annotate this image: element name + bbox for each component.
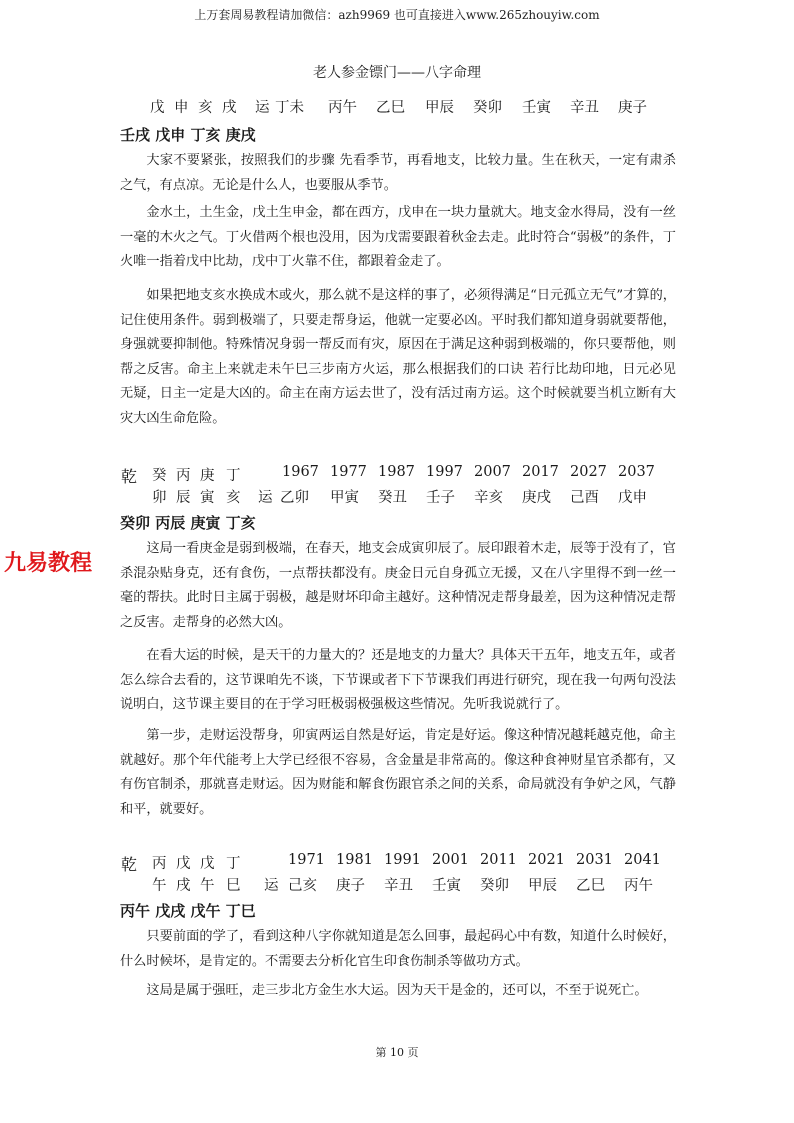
year: 2031 [576, 852, 613, 868]
luck-pillar: 甲辰 [425, 100, 454, 116]
paragraph: 大家不要紧张，按照我们的步骤 先看季节，再看地支，比较力量。生在秋天，一定有肃杀之气，有点凉。无论是什么人，也要服从季节。 [120, 153, 676, 193]
paragraph: 这局是属于强旺，走三步北方金生水大运。因为天干是金的，还可以，不至于说死亡。 [146, 983, 648, 998]
branch: 辰 [176, 490, 191, 506]
year: 2017 [522, 464, 559, 480]
luck-pillar: 壬寅 [432, 878, 461, 894]
branch: 午 [200, 878, 215, 894]
stem: 戊 [176, 856, 191, 872]
luck-pillar: 壬寅 [522, 100, 551, 116]
branch: 戌 [176, 878, 191, 894]
luck-pillar: 己酉 [570, 490, 599, 506]
branch: 亥 [226, 490, 241, 506]
paragraph: 这局一看庚金是弱到极端，在春天，地支会成寅卯辰了。辰印跟着木走，辰等于没有了，官杀混杂贴身克，还有食伤，一点帮扶都没有。庚金日元自身孤立无援，又在八字里得不到一丝一毫的帮扶。此时日主属于弱极，越是财坏印命主越好。这种情况走帮身最差，因为这种情况走帮之反害。走帮身的必然大凶。 [120, 541, 676, 630]
paragraph: 只要前面的学了，看到这种八字你就知道是怎么回事，最起码心中有数，知道什么时候好，什么时候坏，是肯定的。不需要去分析化官生印食伤制杀等做功方式。 [120, 929, 676, 969]
year: 2001 [432, 852, 469, 868]
paragraph: 第一步，走财运没帮身，卯寅两运自然是好运，肯定是好运。像这种情况越耗越克他，命主就越好。那个年代能考上大学已经很不容易，含金量是非常高的。像这种食神财星官杀都有，又有伤官制杀，那就喜走财运。因为财能和解食伤跟官杀之间的关系，命局就没有争妒之风，气静和平，就要好。 [120, 728, 676, 817]
luck-pillar: 乙卯 [280, 490, 309, 506]
luck-pillar: 丁未 [275, 100, 304, 116]
page-header: 上万套周易教程请加微信：azh9969 也可直接进入www.265zhouyiw.com [194, 8, 600, 22]
luck-pillar: 乙巳 [576, 878, 605, 894]
year: 2027 [570, 464, 607, 480]
luck-pillar: 庚子 [618, 100, 647, 116]
stem: 戊 [200, 856, 215, 872]
luck-pillar: 甲寅 [330, 490, 359, 506]
luck-pillar: 辛亥 [474, 490, 503, 506]
luck-pillar: 庚子 [336, 878, 365, 894]
pillar: 戊 [150, 100, 165, 116]
year: 1987 [378, 464, 415, 480]
year: 1967 [282, 464, 319, 480]
paragraph: 在看大运的时候，是天干的力量大的？还是地支的力量大？具体天干五年，地支五年，或者怎么综合去看的，这节课咱先不谈，下节课或者下下节课我们再进行研究，现在我一句两句没法说明白，这节课主要目的在于学习旺极弱极强极这些情况。先听我说就行了。 [120, 648, 676, 713]
luck-pillar: 辛丑 [384, 878, 413, 894]
paragraph: 金水土，土生金，戊土生申金，都在西方，戊申在一块力量就大。地支金水得局，没有一丝一毫的木火之气。丁火借两个根也没用，因为戊需要跟着秋金去走。此时符合“弱极”的条件，丁火唯一指着戊中比劫，戊中丁火靠不住，都跟着金走了。 [120, 205, 676, 270]
bazi-summary: 癸卯 丙辰 庚寅 丁亥 [120, 514, 256, 532]
pillar: 戌 [222, 100, 237, 116]
qian-label: 乾 [121, 855, 138, 874]
yun-label: 运 [255, 100, 270, 116]
luck-pillar: 庚戌 [522, 490, 551, 506]
luck-pillar: 壬子 [426, 490, 455, 506]
year: 1981 [336, 852, 373, 868]
year: 2011 [480, 852, 517, 868]
luck-pillar: 癸卯 [480, 878, 509, 894]
stem: 癸 [152, 468, 167, 484]
luck-pillar: 辛丑 [570, 100, 599, 116]
bazi-summary: 丙午 戊戌 戊午 丁巳 [120, 902, 256, 920]
luck-pillar: 戊申 [618, 490, 647, 506]
stem: 丙 [152, 856, 167, 872]
year: 2041 [624, 852, 661, 868]
chart2-row-bottom [0, 486, 794, 508]
year: 2037 [618, 464, 655, 480]
watermark-logo: 九易教程 [4, 551, 93, 576]
luck-pillar: 丙午 [328, 100, 357, 116]
stem: 丁 [226, 468, 241, 484]
luck-pillar: 甲辰 [528, 878, 557, 894]
chart3-row-bottom [0, 874, 794, 896]
chart3-row-top [0, 852, 794, 874]
chart1-row [0, 96, 794, 118]
year: 1997 [426, 464, 463, 480]
stem: 丙 [176, 468, 191, 484]
page-title: 老人参金镖门——八字命理 [313, 65, 481, 81]
branch: 寅 [200, 490, 215, 506]
page-number: 第 10 页 [375, 1046, 419, 1059]
year: 2021 [528, 852, 565, 868]
branch: 午 [152, 878, 167, 894]
luck-pillar: 癸卯 [473, 100, 502, 116]
luck-pillar: 己亥 [288, 878, 317, 894]
luck-pillar: 乙巳 [376, 100, 405, 116]
paragraph: 如果把地支亥水换成木或火，那么就不是这样的事了，必须得满足“日元孤立无气”才算的，记住使用条件。弱到极端了，只要走帮身运，他就一定要必凶。平时我们都知道身弱就要帮他，身强就要抑制他。特殊情况身弱一帮反而有灾，原因在于满足这种弱到极端的，你只要帮他，则帮之反害。命主上来就走未午巳三步南方火运，那么根据我们的口诀 若行比劫印地，日元必见无疑，日主一定是大凶的。命主在南方运去世了，没有活过南方运。这个时候就要当机立断有大灾大凶生命危险。 [120, 288, 676, 426]
pillar: 申 [174, 100, 189, 116]
year: 1977 [330, 464, 367, 480]
chart2-row-top [0, 464, 794, 486]
qian-label: 乾 [121, 467, 138, 486]
year: 2007 [474, 464, 511, 480]
pillar: 亥 [198, 100, 213, 116]
year: 1991 [384, 852, 421, 868]
luck-pillar: 癸丑 [378, 490, 407, 506]
year: 1971 [288, 852, 325, 868]
luck-pillar: 丙午 [624, 878, 653, 894]
branch: 卯 [152, 490, 167, 506]
branch: 巳 [226, 878, 241, 894]
stem: 丁 [226, 856, 241, 872]
yun-label: 运 [258, 490, 273, 506]
yun-label: 运 [264, 878, 279, 894]
stem: 庚 [200, 468, 215, 484]
bazi-summary: 壬戌 戊申 丁亥 庚戌 [120, 126, 256, 144]
